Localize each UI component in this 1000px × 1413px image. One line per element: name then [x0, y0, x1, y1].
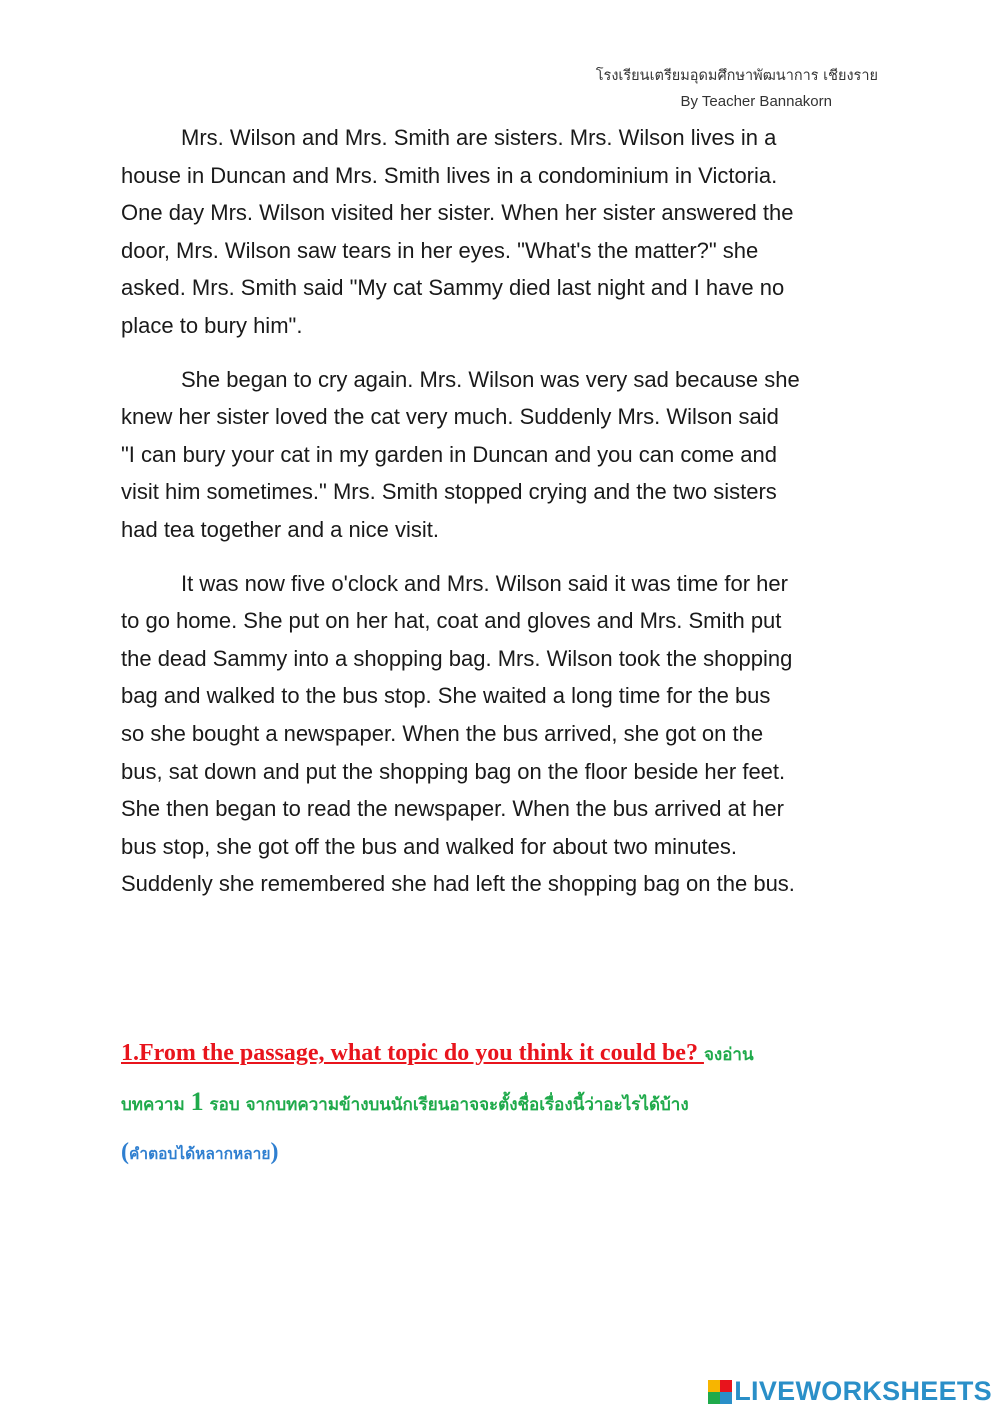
question-english: 1.From the passage, what topic do you think it could be? [121, 1040, 704, 1066]
passage-line: She then began to read the newspaper. When the bus arrived at her [121, 796, 784, 822]
passage-line: "I can bury your cat in my garden in Duncan and you can come and [121, 441, 777, 467]
question-line-1 [121, 1030, 901, 1079]
question-thai-part: บทความ [121, 1095, 191, 1115]
passage-line: door, Mrs. Wilson saw tears in her eyes. "What's the matter?" she [121, 237, 759, 263]
paragraph-3 [121, 565, 887, 903]
read-count-number: 1 [190, 1087, 204, 1116]
question-line-2 [121, 1079, 901, 1129]
brand-name: LIVEWORKSHEETS [734, 1376, 992, 1406]
passage-line: to go home. She put on her hat, coat and gloves and Mrs. Smith put [121, 608, 782, 634]
logo-square-4 [720, 1392, 732, 1404]
logo-square-3 [708, 1392, 720, 1404]
passage-line: One day Mrs. Wilson visited her sister. When her sister answered the [121, 200, 794, 226]
question-line-3 [121, 1129, 901, 1178]
passage-line: She began to cry again. Mrs. Wilson was very sad because she [181, 366, 800, 392]
logo-square-1 [708, 1380, 720, 1392]
passage-line: Suddenly she remembered she had left the shopping bag on the bus. [121, 871, 795, 897]
passage-line: the dead Sammy into a shopping bag. Mrs. Wilson took the shopping [121, 645, 793, 671]
answer-note: คำตอบได้หลากหลาย [129, 1145, 271, 1163]
paragraph-1 [121, 119, 887, 345]
passage-line: bus stop, she got off the bus and walked for about two minutes. [121, 833, 737, 859]
note-paren-open: ( [121, 1139, 129, 1165]
author-credit: By Teacher Bannakorn [680, 93, 832, 110]
passage-line: had tea together and a nice visit. [121, 516, 439, 542]
passage-line: Mrs. Wilson and Mrs. Smith are sisters. Mrs. Wilson lives in a [181, 125, 777, 150]
reading-passage [121, 119, 887, 919]
passage-line: visit him sometimes." Mrs. Smith stopped crying and the two sisters [121, 479, 777, 505]
passage-line: place to bury him". [121, 312, 303, 338]
passage-line: It was now five o'clock and Mrs. Wilson said it was time for her [181, 570, 788, 596]
passage-line: so she bought a newspaper. When the bus arrived, she got on the [121, 720, 764, 746]
passage-line: knew her sister loved the cat very much. Suddenly Mrs. Wilson said [121, 404, 779, 430]
liveworksheets-logo-icon [708, 1380, 732, 1404]
passage-line: asked. Mrs. Smith said "My cat Sammy died last night and I have no [121, 275, 785, 301]
paragraph-2 [121, 361, 887, 549]
passage-line: house in Duncan and Mrs. Smith lives in a condominium in Victoria. [121, 162, 778, 188]
question-thai-start: จงอ่าน [703, 1045, 754, 1065]
passage-line: bag and walked to the bus stop. She waited a long time for the bus [121, 683, 771, 709]
logo-square-2 [720, 1380, 732, 1392]
question-thai-instruction: รอบ จากบทความข้างบนนักเรียนอาจจะตั้งชื่อเรื่องนี้ว่าอะไรได้บ้าง [203, 1095, 689, 1115]
liveworksheets-brand[interactable] [708, 1376, 992, 1407]
passage-line: bus, sat down and put the shopping bag on the floor beside her feet. [121, 758, 786, 784]
school-name: โรงเรียนเตรียมอุดมศึกษาพัฒนาการ เชียงราย [595, 68, 878, 84]
note-paren-close: ) [270, 1139, 279, 1165]
question-1 [121, 1030, 901, 1178]
